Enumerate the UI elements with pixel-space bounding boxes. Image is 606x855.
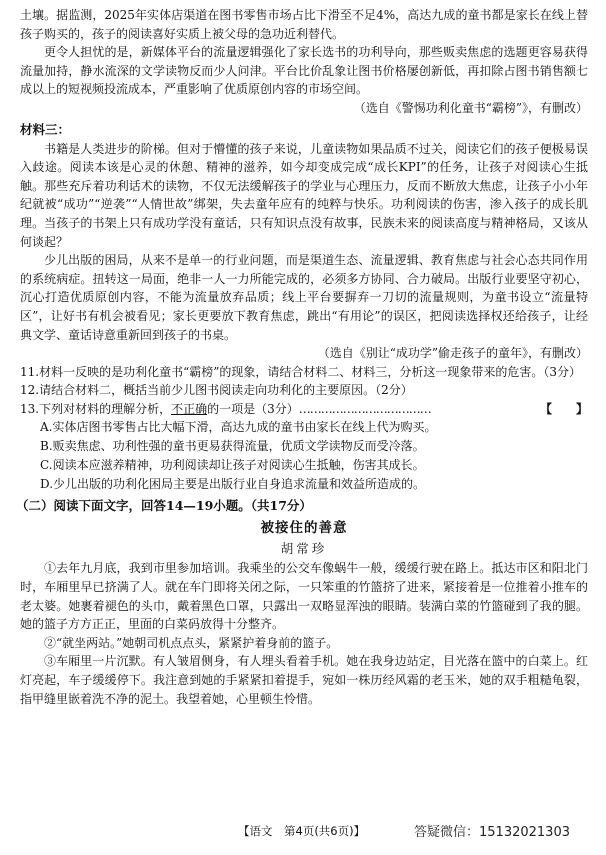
material-3-heading: 材料三： <box>20 121 71 137</box>
source-note-1: （选自《警惕功利化童书“霸榜”》，有删改） <box>353 100 588 115</box>
page-number: 【语文 第4页(共6页)】 <box>238 824 366 838</box>
question-12: 12.请结合材料二，概括当前少儿图书阅读走向功利化的主要原因。（2分） <box>20 383 413 398</box>
option-b: B.贩卖焦虑、功利性强的童书更易获得流量，优质文学读物反而受冷落。 <box>40 439 425 454</box>
question-11: 11.材料一反映的是功利化童书“霸榜”的现象，请结合材料二、材料三，分析这一现象带来的危害。（3分） <box>20 364 581 379</box>
paragraph-1: 土壤。据监测，2025年实体店渠道在图书零售市场占比下滑至不足4%，高达九成的童书都是家长在线上替孩子购买的，孩子的阅读喜好实质上被父母的急功近利替代。 <box>20 8 588 41</box>
section-2-heading: （二）阅读下面文字，回答14—19小题。（共17分） <box>16 498 312 514</box>
exam-page <box>16 6 588 708</box>
story-paragraph-1: ①去年九月底，我到市里参加培训。我乘坐的公交车像蜗牛一般，缓缓行驶在路上。抵达市区和阳北门时，车厢里早已挤满了人。就在车门即将关闭之际，一只笨重的竹篮挤了进来，紧接着是一位推着小推车的老太婆。她裹着褪色的头巾，戴着黑色口罩，只露出一双略显浑浊的眼睛。装满白菜的竹篮碰到了我的腿。她的篮子方方正正，里面的白菜码放得十分整齐。 <box>20 561 588 632</box>
question-13-dots: ……………………………… <box>298 401 431 416</box>
question-13 <box>20 400 588 419</box>
contact-watermark: 答疑微信：15132021303 <box>414 825 570 840</box>
story-paragraph-2: ②“就坐两站。”她朝司机点点头，紧紧护着身前的篮子。 <box>44 635 339 650</box>
story-author: 胡常珍 <box>280 541 328 557</box>
source-note-2: （选自《别让“成功学”偷走孩子的童年》，有删改） <box>317 346 588 361</box>
story-paragraph-3: ③车厢里一片沉默。有人皱眉侧身，有人埋头看着手机。她在我身边站定，目光落在篮中的白菜上。红灯亮起，车子缓缓停下。我注意到她的手紧紧扣着提手，宛如一株历经风霜的老玉米，她的双手粗糙龟裂，指甲缝里嵌着洗不净的泥土。我望着她，心里顿生怜惜。 <box>20 654 588 706</box>
answer-bracket: 【 】 <box>539 401 588 416</box>
question-13-stem: 13.下列对材料的理解分析， <box>20 401 172 416</box>
paragraph-3: 书籍是人类进步的阶梯。但对于懵懂的孩子来说，儿童读物如果品质不过关，阅读它们的孩子便极易误入歧途。阅读本该是心灵的休憩、精神的滋养，如今却变成完成“成长KPI”的任务，让孩子对阅读心生抵触。那些充斥着功利话术的读物，不仅无法缓解孩子的学业与心理压力，反而不断放大焦虑，让孩子小小年纪就被“成功”“逆袭”“人情世故”绑架，失去童年应有的纯粹与快乐。功利阅读的伤害，渗入孩子的成长肌理。当孩子的书架上只有成功学没有童话，只有知识点没有故事，民族未来的阅读高度与精神格局，又该从何谈起？ <box>20 141 588 249</box>
paragraph-2: 更令人担忧的是，新媒体平台的流量逻辑强化了家长选书的功利导向，那些贩卖焦虑的选题更容易获得流量加持，静水流深的文学读物反而少人问津。平台比价乱象让图书价格屡创新低，再扣除占图书销售额七成以上的短视频投流成本，严重影响了优质原创内容的市场空间。 <box>20 45 588 97</box>
question-13-tail: 的一项是（3分） <box>207 401 299 416</box>
story-title: 被接住的善意 <box>260 520 348 537</box>
option-c: C.阅读本应滋养精神，功利阅读却让孩子对阅读心生抵触，伤害其成长。 <box>40 458 425 473</box>
option-a: A.实体店图书零售占比大幅下滑，高达九成的童书由家长在线上代为购买。 <box>40 420 437 435</box>
question-13-key: 不正确 <box>171 401 208 416</box>
paragraph-4: 少儿出版的困局，从来不是单一的行业问题，而是渠道生态、流量逻辑、教育焦虑与社会心态共同作用的系统病症。扭转这一局面，绝非一人一力所能完成的，必须多方协同、合力破局。出版行业要坚守初心，沉心打造优质原创内容，不能为流量放弃品质；线上平台要摒弃一刀切的流量规则，为童书设立“流量特区”，让好书有机会被看见；家长更要放下教育焦虑，跳出“有用论”的误区，把阅读选择权还给孩子，让经典文学、童话诗意重新回到孩子的书桌。 <box>20 253 588 342</box>
option-d: D.少儿出版的功利化困局主要是出版行业自身追求流量和效益所造成的。 <box>40 477 426 492</box>
